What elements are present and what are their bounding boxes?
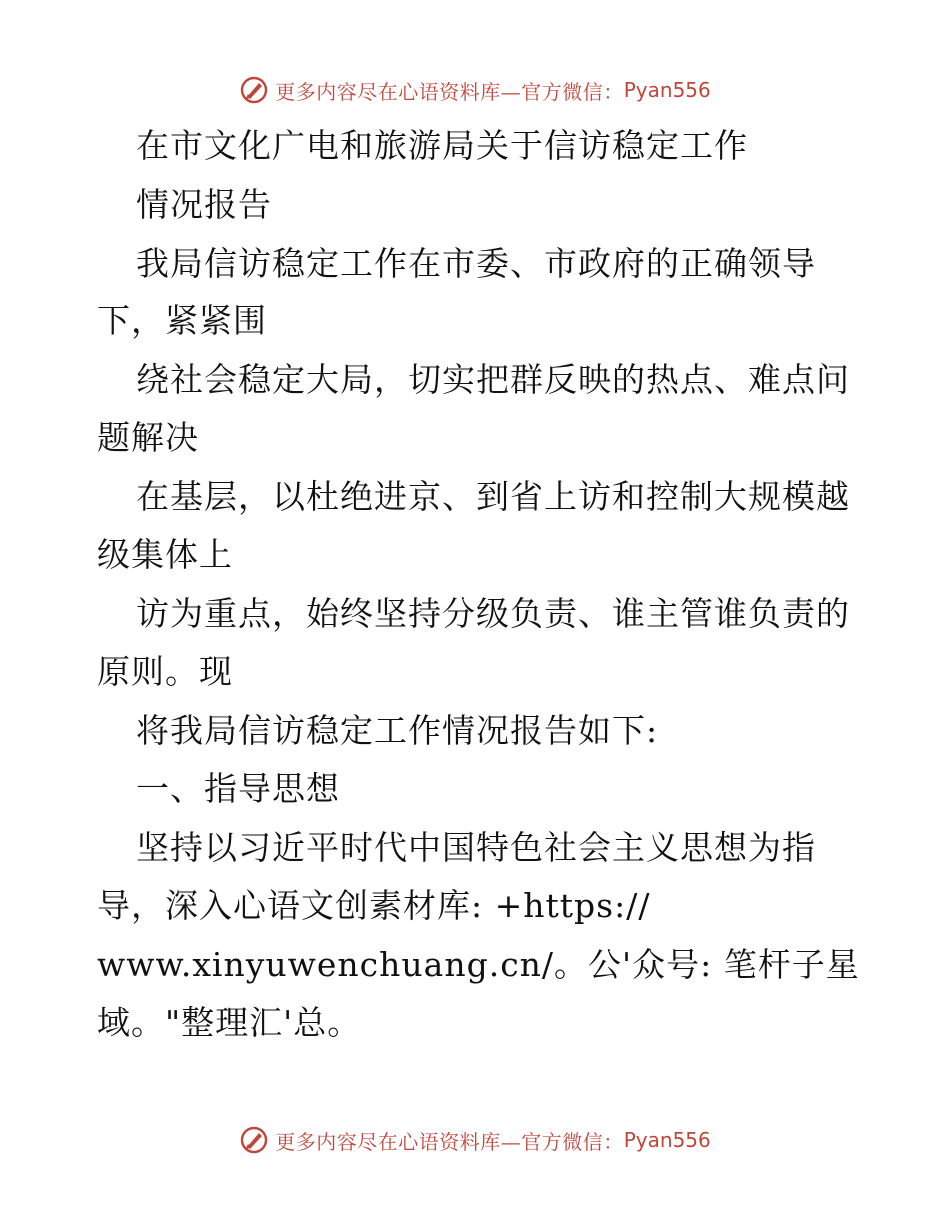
body-line: 原则。现 (97, 652, 233, 691)
watermark-handle: Pyan556 (623, 1128, 711, 1152)
document-title-line-1: 在市文化广电和旅游局关于信访稳定工作 (136, 126, 748, 165)
body-line: www.xinyuwenchuang.cn/。公'众号: 笔杆子星 (97, 945, 860, 984)
watermark-header (0, 73, 950, 107)
body-line: 将我局信访稳定工作情况报告如下: (136, 711, 659, 750)
body-line: 导，深入心语文创素材库: +https:// (97, 886, 651, 925)
watermark-handle: Pyan556 (623, 78, 711, 102)
body-line: 在基层，以杜绝进京、到省上访和控制大规模越 (136, 477, 850, 516)
watermark-text: 更多内容尽在心语资料库—官方微信： (275, 79, 624, 104)
pen-logo-icon (239, 1125, 269, 1155)
body-line: 域。"整理汇'总。 (97, 1003, 362, 1042)
body-line: 下，紧紧围 (97, 301, 267, 340)
body-line: 我局信访稳定工作在市委、市政府的正确领导 (136, 244, 816, 283)
body-line: 题解决 (97, 418, 199, 457)
body-line: 访为重点，始终坚持分级负责、谁主管谁负责的 (136, 594, 850, 633)
watermark-footer (0, 1123, 950, 1157)
body-line: 绕社会稳定大局，切实把群反映的热点、难点问 (136, 360, 850, 399)
pen-logo-icon (239, 75, 269, 105)
body-line: 级集体上 (97, 535, 233, 574)
section-heading: 一、指导思想 (136, 769, 340, 808)
watermark-text: 更多内容尽在心语资料库—官方微信： (275, 1129, 624, 1154)
document-title-line-2: 情况报告 (136, 185, 272, 224)
body-line: 坚持以习近平时代中国特色社会主义思想为指 (136, 828, 816, 867)
